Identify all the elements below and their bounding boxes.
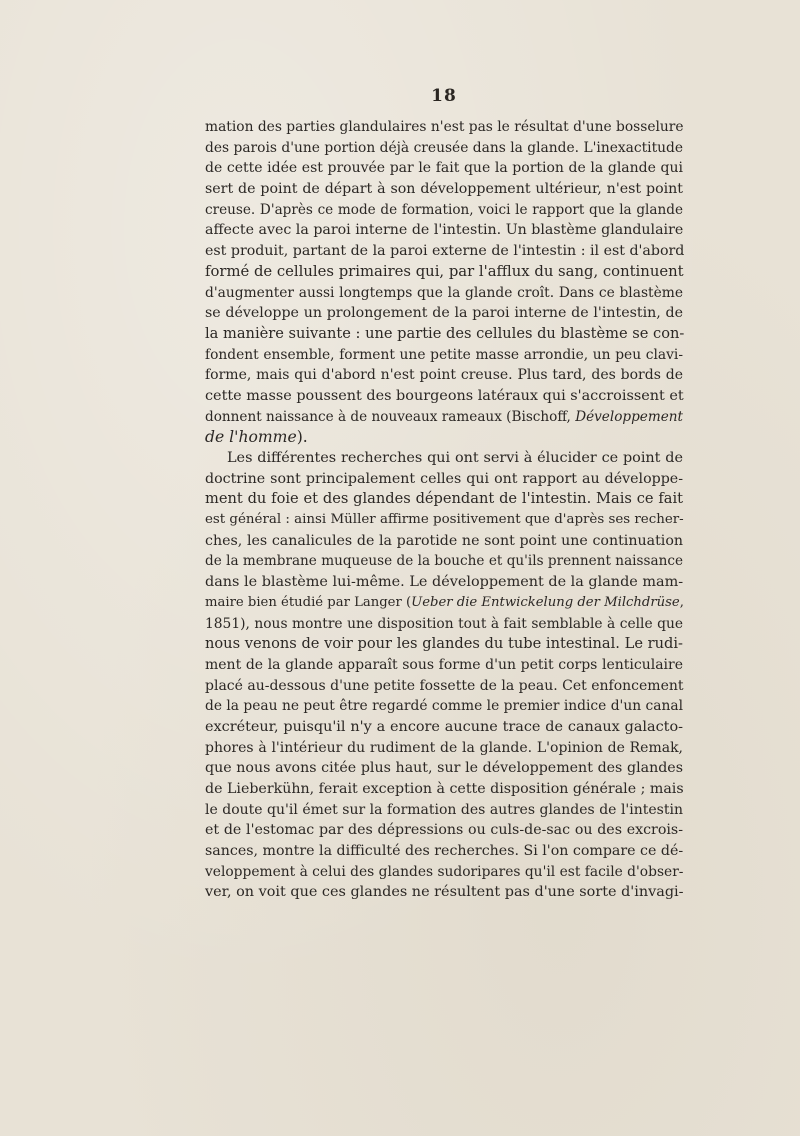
text-line: et de l'estomac par des dépressions ou culs-de-sac ou des excrois- xyxy=(205,822,683,839)
text-line: de la membrane muqueuse de la bouche et qu'ils prennent naissance xyxy=(205,553,683,570)
text-line: sances, montre la difficulté des recherches. Si l'on compare ce dé- xyxy=(205,843,684,860)
text-line: le doute qu'il émet sur la formation des autres glandes de l'intestin xyxy=(205,801,683,818)
text-line: ches, les canalicules de la parotide ne sont point une continuation xyxy=(205,532,683,549)
text-line: creuse. D'après ce mode de formation, voici le rapport que la glande xyxy=(205,201,683,218)
text-line: cette masse poussent des bourgeons latéraux qui s'accroissent et xyxy=(205,387,684,404)
text-line: formé de cellules primaires qui, par l'afflux du sang, continuent xyxy=(205,262,684,280)
text-line: placé au-dessous d'une petite fossette de la peau. Cet enfoncement xyxy=(205,677,684,694)
text-line: excréteur, puisqu'il n'y a encore aucune trace de canaux galacto- xyxy=(205,718,683,735)
text-line: nous venons de voir pour les glandes du tube intestinal. Le rudi- xyxy=(205,635,683,653)
text-line: veloppement à celui des glandes sudoripares qu'il est facile d'obser- xyxy=(205,863,684,880)
text-line: mation des parties glandulaires n'est pas le résultat d'une bosselure xyxy=(205,119,684,135)
text-line: affecte avec la paroi interne de l'intestin. Un blastème glandulaire xyxy=(205,222,684,239)
text-line: 1851), nous montre une disposition tout à fait semblable à celle que xyxy=(205,615,683,632)
text-line: maire bien étudié par Langer (Ueber die Entwickelung der Milchdrüse, xyxy=(205,594,684,610)
text-line: donnent naissance à de nouveaux rameaux (Bischoff, Développement xyxy=(205,408,683,425)
text-line: se développe un prolongement de la paroi interne de l'intestin, de xyxy=(205,305,683,322)
text-line: Les différentes recherches qui ont servi à élucider ce point de xyxy=(227,450,683,466)
text-line: doctrine sont principalement celles qui ont rapport au développe- xyxy=(205,470,683,487)
text-line: de cette idée est prouvée par le fait que la portion de la glande qui xyxy=(205,160,683,177)
text-line: forme, mais qui d'abord n'est point creuse. Plus tard, des bords de xyxy=(205,367,683,384)
text-line: ment de la glande apparaît sous forme d'un petit corps lenticulaire xyxy=(205,656,683,673)
text-line: de la peau ne peut être regardé comme le premier indice d'un canal xyxy=(205,698,683,715)
text-line: d'augmenter aussi longtemps que la glande croît. Dans ce blastème xyxy=(205,284,683,301)
text-line: est produit, partant de la paroi externe de l'intestin : il est d'abord xyxy=(205,243,685,260)
text-line: que nous avons citée plus haut, sur le développement des glandes xyxy=(205,760,683,777)
text-line: est général : ainsi Müller affirme positivement que d'après ses recher- xyxy=(205,512,684,528)
text-line: phores à l'intérieur du rudiment de la glande. L'opinion de Remak, xyxy=(205,739,683,756)
text-line: ver, on voit que ces glandes ne résultent pas d'une sorte d'invagi- xyxy=(205,884,684,901)
text-line: ment du foie et des glandes dépendant de l'intestin. Mais ce fait xyxy=(205,490,683,508)
text-line: fondent ensemble, forment une petite masse arrondie, un peu clavi- xyxy=(205,346,683,363)
text-line: dans le blastème lui-même. Le développement de la glande mam- xyxy=(205,574,684,591)
text-line: de l'homme). xyxy=(205,428,308,447)
page-number: 18 xyxy=(431,86,457,106)
text-line: la manière suivante : une partie des cellules du blastème se con- xyxy=(205,324,685,342)
text-line: de Lieberkühn, ferait exception à cette disposition générale ; mais xyxy=(205,781,684,797)
text-line: des parois d'une portion déjà creusée dans la glande. L'inexactitude xyxy=(205,139,683,156)
text-line: sert de point de départ à son développement ultérieur, n'est point xyxy=(205,181,683,198)
body-text xyxy=(205,117,683,903)
